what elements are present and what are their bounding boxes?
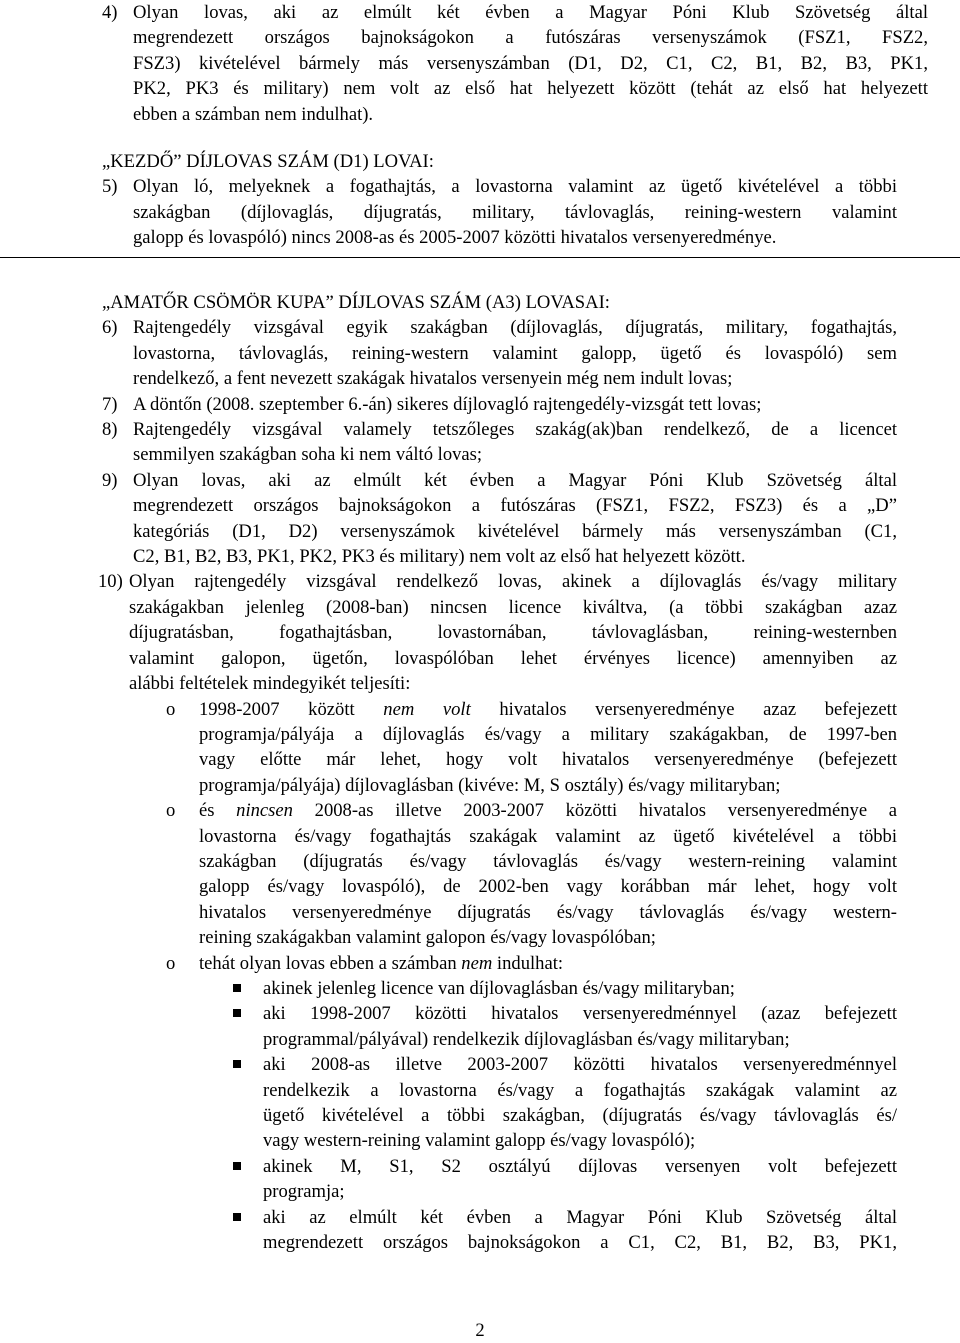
text-line: Olyan lovas, aki az elmúlt két évben a Magyar Póni Klub Szövetség által [133, 469, 897, 491]
horizontal-divider [0, 257, 960, 258]
text-line: programja; [263, 1181, 345, 1203]
emphasis-text: nem volt [383, 698, 471, 720]
text-line: aki 2008-as illetve 2003-2007 közötti hivatalos versenyeredménnyel [263, 1054, 897, 1076]
list-item-4 [102, 0, 928, 127]
square-bullet-item-4 [102, 1154, 897, 1205]
text-run: 2008-as illetve 2003-2007 közötti hivatalos versenyeredménye a [292, 800, 897, 822]
section-heading: „AMATŐR CSÖMÖR KUPA” DÍJLOVAS SZÁM (A3) LOVASAI: [102, 292, 610, 313]
text-line: galopp és lovaspóló) nincs 2008-as és 2005-2007 közötti hivatalos versenyeredménye. [133, 227, 777, 249]
text-line: megrendezett országos bajnokságokon a futószáras (FSZ1, FSZ2, FSZ3) és a „D” [133, 495, 897, 517]
sub-item-3 [102, 951, 897, 976]
item-number: 5) [102, 176, 118, 198]
text-line: C2, B1, B2, B3, PK1, PK2, PK3 és military) nem volt az első hat helyezett között. [133, 546, 746, 568]
item-number: 6) [102, 317, 118, 339]
text-line: Olyan lovas, aki az elmúlt két évben a Magyar Póni Klub Szövetség által [133, 2, 928, 23]
text-line: szakágakban jelenleg (2008-ban) nincsen licence kiváltva, (a többi szakágban azaz [129, 596, 897, 618]
list-item-10 [98, 569, 897, 696]
list-item-9 [102, 468, 897, 570]
text-line: megrendezett országos bajnokságokon a futószáras versenyszámok (FSZ1, FSZ2, [133, 27, 928, 49]
square-bullet-item-2 [102, 1001, 897, 1052]
item-number: 7) [102, 393, 118, 415]
text-run: tehát olyan lovas ebben a számban [199, 952, 462, 974]
text-line: lovastorna és/vagy fogathajtás szakágak valamint az ügető kivételével a többi [199, 825, 897, 847]
list-item-8 [102, 417, 897, 468]
text-line: szakágban (díjlovaglás, díjugratás, military, távlovaglás, reining-western valamint [133, 201, 897, 223]
text-line: programja/pályája a díjlovaglás és/vagy a military szakágakban, de 1997-ben [199, 723, 897, 745]
square-bullet-icon [233, 984, 241, 992]
item-number: 10) [98, 571, 123, 593]
text-line: programmal/pályával) rendelkezik díjlovaglásban és/vagy militaryban; [263, 1028, 790, 1050]
text-line: A döntőn (2008. szeptember 6.-án) sikeres díjlovagló rajtengedély-vizsgát tett lovas; [133, 393, 762, 415]
text-run: indulhat: [492, 952, 564, 974]
emphasis-text: nem [461, 952, 493, 974]
text-line [199, 798, 897, 823]
text-line: aki 1998-2007 közötti hivatalos versenyeredménnyel (azaz befejezett [263, 1003, 897, 1025]
text-line: PK2, PK3 és military) nem volt az első hat helyezett között (tehát az első hat helyezett [133, 78, 928, 100]
text-line: hivatalos versenyeredménye díjugratás és/vagy távlovaglás és/vagy western- [199, 901, 897, 923]
text-line: aki az elmúlt két évben a Magyar Póni Klub Szövetség által [263, 1206, 897, 1228]
text-line: ebben a számban nem indulhat). [133, 103, 374, 125]
section-a3 [98, 290, 897, 1255]
text-line: Olyan ló, melyeknek a fogathajtás, a lovastorna valamint az ügető kivételével a többi [133, 176, 897, 198]
circle-bullet: o [166, 952, 176, 974]
circle-bullet: o [166, 698, 176, 720]
text-line: vagy előtte már lehet, hogy volt hivatalos versenyeredménye (befejezett [199, 749, 897, 771]
text-line: galopp és/vagy lovaspóló), de 2002-ben vagy korábban már lehet, hogy volt [199, 876, 897, 898]
text-line: rendelkező, a fent nevezett szakágak hivatalos versenyein még nem indult lovas; [133, 368, 733, 390]
text-line: Rajtengedély vizsgával valamely tetszőleges szakág(ak)ban rendelkező, de a licencet [133, 419, 897, 441]
text-line: reining szakágakban valamint galopon és/vagy lovaspólóban; [199, 927, 656, 949]
text-line: rendelkezik a lovastorna és/vagy a fogathajtás szakágak valamint az [263, 1079, 897, 1101]
text-line: Olyan rajtengedély vizsgával rendelkező lovas, akinek a díjlovaglás és/vagy military [129, 571, 897, 593]
item-number: 9) [102, 469, 118, 491]
text-line: programja/pályája) díjlovaglásban (kivéve: M, S osztály) és/vagy militaryban; [199, 774, 781, 796]
text-line: ügető kivételével a többi szakágban, (díjugratás és/vagy távlovaglás és/ [263, 1105, 897, 1126]
page-number: 2 [475, 1320, 485, 1341]
text-run: 1998-2007 között [199, 698, 384, 720]
text-run: hivatalos versenyeredménye azaz befejezett [470, 698, 897, 720]
square-bullet-item-3 [102, 1052, 897, 1154]
item-number: 8) [102, 419, 118, 441]
list-item-7 [102, 392, 897, 417]
section-heading: „KEZDŐ” DÍJLOVAS SZÁM (D1) LOVAI: [102, 151, 434, 172]
square-bullet-icon [233, 1213, 241, 1221]
circle-bullet: o [166, 800, 176, 822]
text-line: FSZ3) kivételével bármely más versenyszámban (D1, D2, C1, C2, B1, B2, B3, PK1, [133, 52, 928, 74]
text-line: megrendezett országos bajnokságokon a C1, C2, B1, B2, B3, PK1, [263, 1232, 897, 1254]
square-bullet-icon [233, 1060, 241, 1068]
text-line: Rajtengedély vizsgával egyik szakágban (díjlovaglás, díjugratás, military, fogathajtás, [133, 317, 897, 339]
list-item-6 [102, 315, 897, 391]
text-line: alábbi feltételek mindegyikét teljesíti: [129, 673, 411, 695]
text-line [199, 951, 897, 976]
square-bullet-icon [233, 1162, 241, 1170]
square-bullet-icon [233, 1009, 241, 1017]
text-line: vagy western-reining valamint galopp és/vagy lovaspóló); [263, 1130, 696, 1152]
text-line: akinek jelenleg licence van díjlovaglásban és/vagy militaryban; [263, 977, 735, 999]
list-item-5 [102, 174, 897, 250]
text-line: akinek M, S1, S2 osztályú díjlovas versenyen volt befejezett [263, 1155, 897, 1177]
text-line: semmilyen szakágban soha ki nem váltó lovas; [133, 444, 483, 466]
section-d1 [102, 149, 897, 251]
text-line: díjugratásban, fogathajtásban, lovastornában, távlovaglásban, reining-westernben [129, 622, 897, 644]
item-number: 4) [102, 2, 118, 23]
text-line: szakágban (díjugratás és/vagy távlovaglás és/vagy western-reining valamint [199, 850, 897, 872]
text-run: és [199, 800, 237, 822]
emphasis-text: nincsen [236, 800, 293, 822]
sub-item-1 [102, 697, 897, 799]
text-line: kategóriás (D1, D2) versenyszámok kivételével bármely más versenyszámban (C1, [133, 520, 897, 542]
text-line: valamint galopon, ügetőn, lovaspólóban lehet érvényes licence) amennyiben az [129, 647, 897, 669]
square-bullet-item-1 [102, 976, 897, 1001]
text-line [199, 697, 897, 722]
text-line: lovastorna, távlovaglás, reining-western valamint galopp, ügető és lovaspóló) sem [133, 342, 897, 364]
sub-item-2 [102, 798, 897, 950]
square-bullet-item-5 [102, 1205, 897, 1256]
